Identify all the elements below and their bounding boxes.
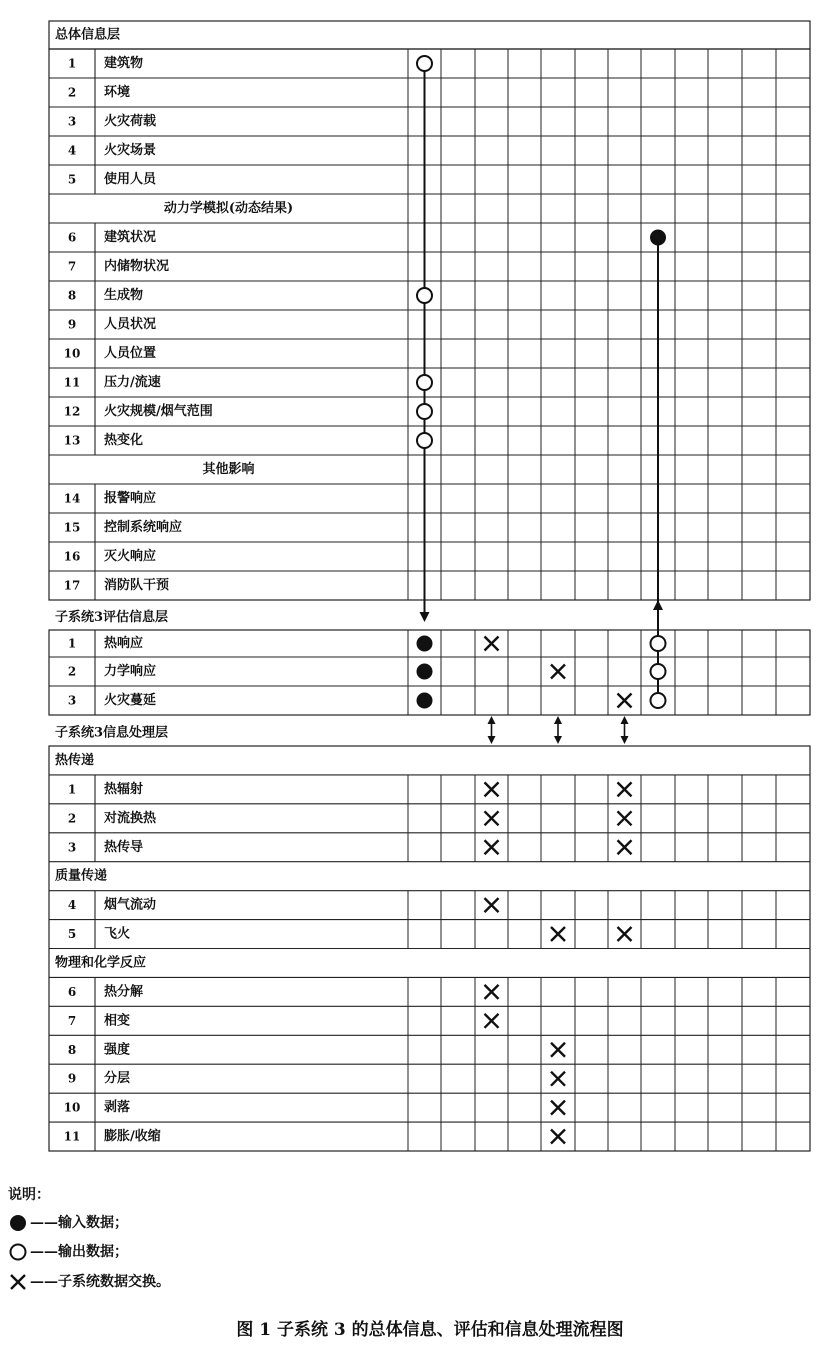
row-label: 强度 xyxy=(104,1042,131,1058)
data-exchange-icon xyxy=(485,985,499,999)
arrow-down-icon xyxy=(420,612,430,622)
row-label: 剥落 xyxy=(104,1100,131,1116)
output-data-icon xyxy=(651,664,666,679)
data-exchange-icon xyxy=(485,811,499,825)
row-label: 热响应 xyxy=(104,636,144,651)
row-number: 5 xyxy=(67,927,77,942)
legend-data-exchange-icon xyxy=(11,1275,25,1289)
legend-label: ——输出数据； xyxy=(30,1244,128,1260)
row-label: 消防队干预 xyxy=(104,578,170,593)
row-number: 10 xyxy=(63,1100,81,1115)
row-number: 6 xyxy=(67,230,77,245)
legend-label: ——输入数据； xyxy=(30,1215,128,1231)
row-number: 7 xyxy=(67,1013,77,1028)
legend-output-data-icon xyxy=(11,1245,26,1260)
row-label: 压力/流速 xyxy=(104,375,161,390)
data-exchange-icon xyxy=(485,898,499,912)
row-number: 1 xyxy=(67,636,77,651)
section-title: 子系统3信息处理层 xyxy=(55,725,169,741)
row-label: 火灾蔓延 xyxy=(104,693,157,708)
row-number: 2 xyxy=(67,85,77,100)
output-data-icon xyxy=(651,636,666,651)
data-exchange-icon xyxy=(485,637,499,651)
section-title-box xyxy=(49,21,810,49)
row-number: 11 xyxy=(63,375,81,390)
legend-input-data-icon xyxy=(10,1215,26,1231)
row-number: 16 xyxy=(63,549,81,564)
row-number: 11 xyxy=(63,1129,81,1144)
arrow-up-icon xyxy=(653,600,663,610)
data-exchange-icon xyxy=(485,782,499,796)
row-label: 分层 xyxy=(104,1071,131,1087)
row-number: 15 xyxy=(63,520,81,535)
double-arrow-up-icon xyxy=(488,716,496,724)
row-number: 10 xyxy=(63,346,81,361)
row-number: 4 xyxy=(67,143,77,158)
output-data-icon xyxy=(417,288,432,303)
group-title: 质量传递 xyxy=(55,868,108,884)
data-exchange-icon xyxy=(551,665,565,679)
row-number: 5 xyxy=(67,172,77,187)
row-label: 对流换热 xyxy=(104,810,157,826)
input-data-icon xyxy=(417,693,433,709)
row-label: 热变化 xyxy=(104,433,144,448)
row-number: 1 xyxy=(67,56,77,71)
row-label: 控制系统响应 xyxy=(104,520,183,535)
legend-label: ——子系统数据交换。 xyxy=(30,1274,170,1290)
row-label: 相变 xyxy=(104,1013,131,1029)
data-exchange-icon xyxy=(551,927,565,941)
row-number: 4 xyxy=(67,898,77,913)
row-label: 内储物状况 xyxy=(104,259,170,274)
input-data-icon xyxy=(417,636,433,652)
data-exchange-icon xyxy=(618,811,632,825)
data-exchange-icon xyxy=(485,1014,499,1028)
group-title: 热传递 xyxy=(55,752,95,768)
section-title: 总体信息层 xyxy=(55,27,121,43)
double-arrow-up-icon xyxy=(554,716,562,724)
figure-caption: 图 1 子系统 3 的总体信息、评估和信息处理流程图 xyxy=(236,1320,624,1340)
row-number: 9 xyxy=(67,1071,77,1086)
subsection-title: 动力学模拟(动态结果) xyxy=(163,201,294,216)
data-exchange-icon xyxy=(618,782,632,796)
row-label: 热传导 xyxy=(104,839,144,855)
row-label: 热分解 xyxy=(104,984,144,1000)
row-label: 火灾规模/烟气范围 xyxy=(104,404,213,419)
section-title: 子系统3评估信息层 xyxy=(55,610,169,625)
row-number: 14 xyxy=(63,491,81,506)
row-number: 3 xyxy=(67,840,77,855)
input-data-icon xyxy=(650,230,666,246)
row-label: 火灾场景 xyxy=(104,143,157,158)
row-number: 2 xyxy=(67,811,77,826)
data-exchange-icon xyxy=(618,694,632,708)
legend-title: 说明： xyxy=(8,1187,50,1203)
data-exchange-icon xyxy=(618,927,632,941)
row-label: 报警响应 xyxy=(104,491,157,506)
row-number: 2 xyxy=(67,664,77,679)
output-data-icon xyxy=(417,404,432,419)
double-arrow-up-icon xyxy=(621,716,629,724)
row-number: 6 xyxy=(67,984,77,999)
row-number: 3 xyxy=(67,693,77,708)
section-frame xyxy=(49,49,810,600)
row-label: 建筑状况 xyxy=(104,230,157,245)
double-arrow-down-icon xyxy=(554,736,562,744)
row-label: 生成物 xyxy=(104,288,144,303)
row-label: 热辐射 xyxy=(104,781,144,797)
section-3 xyxy=(49,746,810,1151)
row-label: 灭火响应 xyxy=(104,549,157,564)
row-label: 力学响应 xyxy=(104,664,157,679)
output-data-icon xyxy=(651,693,666,708)
row-number: 3 xyxy=(67,114,77,129)
row-label: 飞火 xyxy=(104,926,131,942)
row-number: 12 xyxy=(63,404,81,419)
row-label: 膨胀/收缩 xyxy=(104,1129,161,1145)
double-arrow-down-icon xyxy=(621,736,629,744)
output-data-icon xyxy=(417,433,432,448)
row-label: 火灾荷载 xyxy=(104,114,157,129)
row-number: 1 xyxy=(67,782,77,797)
row-number: 13 xyxy=(63,433,81,448)
row-number: 17 xyxy=(63,578,81,593)
row-number: 7 xyxy=(67,259,77,274)
output-data-icon xyxy=(417,56,432,71)
subsection-title: 其他影响 xyxy=(202,462,255,477)
data-exchange-icon xyxy=(551,1043,565,1057)
row-label: 人员状况 xyxy=(104,317,157,332)
data-exchange-icon xyxy=(618,840,632,854)
row-label: 环境 xyxy=(104,85,131,100)
section-1 xyxy=(49,21,810,600)
row-label: 建筑物 xyxy=(104,56,144,71)
row-label: 烟气流动 xyxy=(104,897,157,913)
row-label: 使用人员 xyxy=(104,172,157,187)
data-exchange-icon xyxy=(485,840,499,854)
output-data-icon xyxy=(417,375,432,390)
data-exchange-icon xyxy=(551,1101,565,1115)
data-exchange-icon xyxy=(551,1072,565,1086)
group-title: 物理和化学反应 xyxy=(55,955,147,971)
row-number: 8 xyxy=(67,1042,77,1057)
input-data-icon xyxy=(417,664,433,680)
row-number: 8 xyxy=(67,288,77,303)
row-number: 9 xyxy=(67,317,77,332)
data-exchange-icon xyxy=(551,1130,565,1144)
row-label: 人员位置 xyxy=(104,346,157,361)
double-arrow-down-icon xyxy=(488,736,496,744)
